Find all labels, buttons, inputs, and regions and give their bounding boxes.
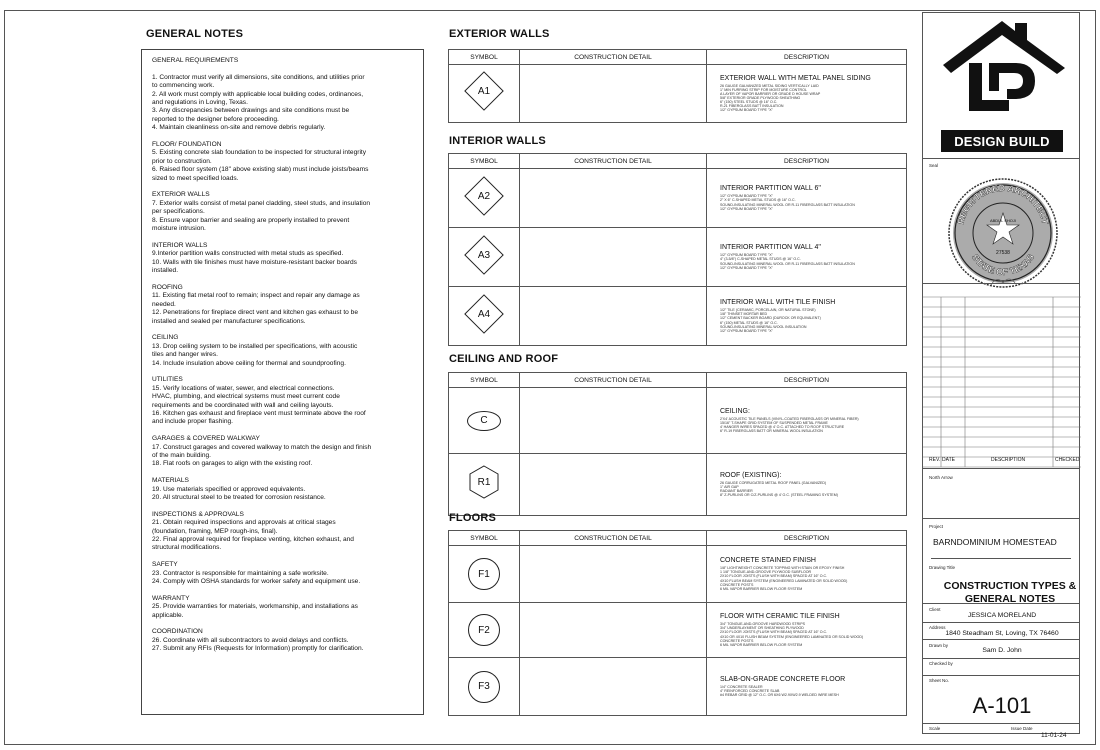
table-row <box>449 603 907 658</box>
note-line: 20. All structural steel to be treated for corrosion resistance. <box>152 493 326 501</box>
note-line: 17. Construct garages and covered walkway to match the design and finish <box>152 443 372 451</box>
construction-detail-cell <box>520 603 707 658</box>
symbol-cell <box>449 388 520 454</box>
description-title: FLOOR WITH CERAMIC TILE FINISH <box>720 613 840 621</box>
note-line: structural modifications. <box>152 544 222 552</box>
spec-line: 2" X 6" C-SHAPED METAL STUDS @ 16" O.C. <box>720 198 796 203</box>
description-cell <box>707 658 907 716</box>
note-line: (foundation, framing, MEP rough-ins, final). <box>152 527 278 535</box>
spec-line: 1/8" LIGHTWEIGHT CONCRETE TOPPING WITH STAIN OR EPOXY FINISH <box>720 566 845 571</box>
symbol-hexagon-icon <box>469 465 499 499</box>
spec-line: 1/2" CEMENT BACKER BOARD (DUROCK OR EQUIVALENT) <box>720 316 821 321</box>
general-notes-section <box>152 334 413 368</box>
spec-line: A LAYER OF VAPOR BARRIER OR GRADE D HOUSE WRAP <box>720 91 821 96</box>
general-notes-section <box>152 595 413 620</box>
spec-line: 1/2" GYPSUM BOARD TYPE "X" <box>720 206 773 211</box>
table-header-row <box>449 373 907 388</box>
construction-detail-header: CONSTRUCTION DETAIL <box>520 373 707 388</box>
construction-detail-cell <box>520 228 707 287</box>
general-notes-section <box>152 628 413 653</box>
note-line: 8. Ensure vapor barrier and sealing are properly installed to prevent <box>152 216 350 224</box>
description-cell <box>707 603 907 658</box>
spec-line: 6" (150) METAL STUDS @ 16" O.C. <box>720 320 778 325</box>
note-line: and regulations in Loving, Texas. <box>152 99 248 107</box>
construction-detail-cell <box>520 658 707 716</box>
description-title: SLAB-ON-GRADE CONCRETE FLOOR <box>720 675 846 683</box>
section-heading: WARRANTY <box>152 594 190 602</box>
spec-line: 2X10 FLOOR JOISTS (FLUSH WITH BEAM) SPACED AT 16" O.C. <box>720 630 828 635</box>
spec-line: 3/4" UNDERLAYMENT OR SHEATHING PLYWOOD <box>720 626 804 631</box>
description-title: INTERIOR PARTITION WALL 4" <box>720 244 821 252</box>
svg-text:REGISTERED ARCHITECT: REGISTERED ARCHITECT <box>955 182 1051 226</box>
symbol-diamond-icon <box>464 235 504 275</box>
section-heading: GARAGES & COVERED WALKWAY <box>152 435 260 443</box>
description-header: DESCRIPTION <box>707 154 907 169</box>
table-header-row <box>449 154 907 169</box>
spec-line: 6 MIL VAPOR BARRIER BELOW FLOOR SYSTEM <box>720 642 803 647</box>
construction-detail-cell <box>520 388 707 454</box>
spec-line: 15/16" T-SHAPE GRID SYSTEM OF SUSPENDED METAL FRAME <box>720 420 828 425</box>
spec-line: 1/2" GYPSUM BOARD TYPE "X" <box>720 253 773 258</box>
symbol-circle-icon <box>468 614 500 646</box>
symbol-header: SYMBOL <box>449 531 520 546</box>
note-line: 23. Contractor is responsible for maintaining a safe worksite. <box>152 569 329 577</box>
table-row <box>449 388 907 454</box>
note-line: 7. Exterior walls consist of metal panel cladding, steel studs, and insulation <box>152 199 371 207</box>
description-cell <box>707 287 907 346</box>
section-heading: ROOFING <box>152 283 183 291</box>
symbol-label: F1 <box>478 568 490 580</box>
divider <box>931 558 1071 559</box>
divider <box>923 658 1079 659</box>
divider <box>923 468 1079 469</box>
client-label: Client <box>929 607 941 612</box>
project-label: Project <box>929 524 944 529</box>
note-line: 19. Use materials specified or approved equivalents. <box>152 485 306 493</box>
revision-grid <box>923 283 1081 473</box>
description-title: INTERIOR PARTITION WALL 6" <box>720 185 821 193</box>
description-title: EXTERIOR WALL WITH METAL PANEL SIDING <box>720 74 871 82</box>
spec-line: SOUND-INSULATING MINERAL WOOL INSULATION <box>720 324 807 329</box>
table-header-row <box>449 531 907 546</box>
general-notes-section <box>152 242 413 276</box>
general-notes-section <box>152 284 413 326</box>
symbol-label: C <box>480 415 488 427</box>
note-line: 5. Existing concrete slab foundation to be inspected for structural integrity <box>152 149 367 157</box>
company-label: DESIGN BUILD <box>941 130 1063 152</box>
note-line: 18. Flat roofs on garages to align with the existing roof. <box>152 460 313 468</box>
symbol-header: SYMBOL <box>449 373 520 388</box>
symbol-header: SYMBOL <box>449 50 520 65</box>
symbol-label: R1 <box>477 476 491 488</box>
description-cell <box>707 65 907 123</box>
table-row <box>449 65 907 123</box>
description-title: CEILING: <box>720 407 750 415</box>
symbol-cell <box>449 65 520 123</box>
drawn-by-value: Sam D. John <box>982 647 1022 654</box>
note-line: and include proper flashing. <box>152 418 234 426</box>
svg-text:27538: 27538 <box>996 250 1010 256</box>
spec-line: 4" (3-5/8") C-SHAPED METAL STUDS @ 16" O.C. <box>720 257 801 262</box>
rev-header: REV. <box>929 457 941 463</box>
note-line: 4. Maintain cleanliness on-site and remove debris regularly. <box>152 124 326 132</box>
divider <box>923 158 1079 159</box>
spec-line: 1/8" THINSET MORTAR BED <box>720 312 768 317</box>
divider <box>923 639 1079 640</box>
symbol-circle-icon <box>468 558 500 590</box>
note-line: 14. Include insulation above ceiling for thermal and soundproofing. <box>152 359 346 367</box>
north-arrow-label: North Arrow <box>929 475 953 480</box>
spec-line: 6 MIL VAPOR BARRIER BELOW FLOOR SYSTEM <box>720 586 803 591</box>
spec-line: 26 GAUGE GALVANIZED METAL SIDING VERTICALLY LAID <box>720 83 819 88</box>
construction-detail-cell <box>520 546 707 603</box>
note-line: 15. Verify locations of water, sewer, and electrical connections. <box>152 384 335 392</box>
checked-by-label: Checked by <box>929 661 953 666</box>
description-title: ROOF (EXISTING): <box>720 471 782 479</box>
note-line: applicable. <box>152 611 184 619</box>
spec-line: 1/4" CONCRETE SEALER <box>720 684 763 689</box>
section-heading: MATERIALS <box>152 477 189 485</box>
note-line: 25. Provide warranties for materials, workmanship, and installations as <box>152 603 358 611</box>
spec-line: SOUND-INSULATING MINERAL WOOL OR R-11 FIBERGLASS BATT INSULATION <box>720 261 855 266</box>
spec-line: CONCRETE POSTS <box>720 582 754 587</box>
general-notes-section <box>152 435 413 469</box>
note-line: 9.Interior partition walls constructed with metal studs as specified. <box>152 250 344 258</box>
symbol-cell <box>449 228 520 287</box>
project-name: BARNDOMINIUM HOMESTEAD <box>933 537 1057 547</box>
symbol-diamond-icon <box>464 176 504 216</box>
symbol-diamond-icon <box>464 294 504 334</box>
interior-walls-table <box>448 153 907 346</box>
general-requirements-heading: GENERAL REQUIREMENTS <box>152 57 239 64</box>
svg-text:ABDUL SHOJI: ABDUL SHOJI <box>989 218 1017 223</box>
construction-detail-header: CONSTRUCTION DETAIL <box>520 531 707 546</box>
spec-line: 3/4" TONGUE-AND-GROOVE HARDWOOD STRIPS <box>720 622 806 627</box>
divider <box>923 518 1079 519</box>
note-line: of the main building. <box>152 451 212 459</box>
spec-line: RADIANT BARRIER <box>720 489 753 493</box>
table-row <box>449 228 907 287</box>
design-build-logo-icon <box>923 13 1081 125</box>
svg-text:STATE OF TEXAS: STATE OF TEXAS <box>969 252 1037 278</box>
note-line: requirements and be coordinated with wall and ceiling layouts. <box>152 401 334 409</box>
exterior-walls-title: EXTERIOR WALLS <box>449 28 550 40</box>
spec-line: 2'X4' ACOUSTIC TILE PANELS (VINYL-COATED FIBERGLASS OR MINERAL FIBER) <box>720 416 859 421</box>
architect-seal-icon <box>923 173 1081 293</box>
address-value: 1840 Steadham St, Loving, TX 76460 <box>945 630 1059 637</box>
symbol-ellipse-icon <box>467 411 501 431</box>
description-header: DESCRIPTION <box>707 373 907 388</box>
description-cell <box>707 454 907 516</box>
note-line: 13. Drop ceiling system to be installed per specifications, with acoustic <box>152 342 358 350</box>
section-heading: SAFETY <box>152 561 178 569</box>
symbol-label: A3 <box>477 249 491 260</box>
section-heading: CEILING <box>152 334 179 342</box>
floors-title: FLOORS <box>449 512 497 524</box>
general-notes-title: GENERAL NOTES <box>146 28 244 40</box>
spec-line: 1/2" GYPSUM BOARD TYPE "X" <box>720 265 773 270</box>
construction-detail-header: CONSTRUCTION DETAIL <box>520 50 707 65</box>
spec-line: 2X10 FLOOR JOISTS (FLUSH WITH BEAM) SPACED AT 16" O.C. <box>720 574 828 579</box>
spec-line: CONCRETE POSTS <box>720 638 754 643</box>
note-line: 6. Raised floor system (18" above existing slab) must include joists/beams <box>152 166 369 174</box>
spec-line: 4" REINFORCED CONCRETE SLAB <box>720 688 780 693</box>
table-row <box>449 658 907 716</box>
exterior-walls-table <box>448 49 907 123</box>
spec-line: 1/2" GYPSUM BOARD TYPE "X" <box>720 194 773 199</box>
section-heading: UTILITIES <box>152 376 183 384</box>
general-notes-section <box>152 376 413 426</box>
general-notes-section <box>152 141 413 183</box>
note-line: moisture intrusion. <box>152 225 206 233</box>
construction-detail-cell <box>520 454 707 516</box>
description-cell <box>707 169 907 228</box>
note-line: 10. Walls with tile finishes must have moisture-resistant backer boards <box>152 258 357 266</box>
address-label: Address <box>929 625 946 630</box>
drawn-by-label: Drawn by <box>929 643 949 648</box>
note-line: reported to the designer before proceeding. <box>152 115 279 123</box>
general-notes-section <box>152 511 413 553</box>
note-line: 21. Obtain required inspections and approvals at critical stages <box>152 519 336 527</box>
table-row <box>449 454 907 516</box>
issue-date-value: 11-01-24 <box>1041 732 1067 739</box>
note-line: sized to meet specified loads. <box>152 174 239 182</box>
note-line: to commencing work. <box>152 82 215 90</box>
table-row <box>449 546 907 603</box>
description-title: INTERIOR WALL WITH TILE FINISH <box>720 299 836 307</box>
note-line: 27. Submit any RFIs (Requests for Information) promptly for clarification. <box>152 645 364 653</box>
symbol-cell <box>449 603 520 658</box>
spec-line: 1/2" GYPSUM BOARD TYPE "X" <box>720 108 773 113</box>
spec-line: SOUND-INSULATING MINERAL WOOL OR R-11 FIBERGLASS BATT INSULATION <box>720 202 855 207</box>
note-line: 3. Any discrepancies between drawings and site conditions must be <box>152 107 350 115</box>
section-heading: FLOOR/ FOUNDATION <box>152 141 222 149</box>
note-line: 22. Final approval required for fireplace venting, kitchen exhaust, and <box>152 536 354 543</box>
checked-header: CHECKED <box>1055 457 1080 463</box>
spec-line: 8" Z-PURLINS OR C/Z-PURLINS @ 4' O.C. (STEEL FRAMING SYSTEM) <box>720 493 838 498</box>
symbol-label: A2 <box>477 190 491 201</box>
general-notes-section <box>152 477 413 502</box>
description-header: DESCRIPTION <box>707 50 907 65</box>
symbol-diamond-icon <box>464 71 504 111</box>
section-heading: EXTERIOR WALLS <box>152 191 210 199</box>
note-line: prior to construction. <box>152 157 212 165</box>
section-heading: COORDINATION <box>152 628 203 636</box>
note-line: 1. Contractor must verify all dimensions, site conditions, and utilities prior <box>152 73 365 81</box>
spec-line: 4' HANGER WIRES SPACED @ 4' O.C. ATTACHED TO ROOF STRUCTURE <box>720 425 845 429</box>
construction-detail-cell <box>520 169 707 228</box>
note-line: 11. Existing flat metal roof to remain; inspect and repair any damage as <box>152 292 360 300</box>
divider <box>923 603 1079 604</box>
symbol-cell <box>449 169 520 228</box>
symbol-label: F3 <box>478 681 490 692</box>
note-line: per specifications. <box>152 208 205 216</box>
seal-label: Seal <box>929 163 939 168</box>
spec-line: 1/2" GYPSUM BOARD TYPE "X" <box>720 328 773 333</box>
divider <box>923 675 1079 676</box>
general-notes-box <box>141 49 424 715</box>
general-notes-section <box>152 57 413 133</box>
note-line: installed. <box>152 267 179 275</box>
symbol-cell <box>449 454 520 516</box>
construction-detail-cell <box>520 287 707 346</box>
scale-label: Scale <box>929 726 941 731</box>
divider <box>923 622 1079 623</box>
symbol-header: SYMBOL <box>449 154 520 169</box>
interior-walls-title: INTERIOR WALLS <box>449 135 546 147</box>
divider <box>923 723 1079 724</box>
note-line: needed. <box>152 300 176 308</box>
general-notes-section <box>152 561 413 586</box>
spec-line: 6" R-19 FIBERGLASS BATT OR MINERAL WOOL INSULATION <box>720 429 823 434</box>
symbol-label: A4 <box>477 308 491 319</box>
note-line: HVAC, plumbing, and electrical systems must meet current code <box>152 393 340 401</box>
note-line: 2. All work must comply with applicable local building codes, ordinances, <box>152 90 364 98</box>
spec-line: #4 REBAR GRID @ 12" O.C. OR 6X6 W2.9XW2.9 WELDED WIRE MESH <box>720 693 839 698</box>
section-heading: INSPECTIONS & APPROVALS <box>152 510 244 518</box>
spec-line: 26 GAUGE CORRUGATED METAL ROOF PANEL (GALVANIZED) <box>720 480 827 485</box>
description-title: CONCRETE STAINED FINISH <box>720 557 816 565</box>
sheet-no-label: Sheet No. <box>929 678 950 683</box>
construction-detail-cell <box>520 65 707 123</box>
spec-line: 1/2" TILE (CERAMIC, PORCELAIN, OR NATURAL STONE) <box>720 308 816 313</box>
spec-line: 6" (150) STEEL STUDS @ 16" O.C. <box>720 100 778 105</box>
ceiling-roof-table <box>448 372 907 516</box>
symbol-cell <box>449 287 520 346</box>
description-cell <box>707 228 907 287</box>
symbol-cell <box>449 658 520 716</box>
spec-line: 1" AIR GAP <box>720 484 739 489</box>
symbol-label: F2 <box>478 624 490 636</box>
description-cell <box>707 546 907 603</box>
section-heading: INTERIOR WALLS <box>152 241 208 249</box>
note-line: 12. Penetrations for fireplace direct vent and kitchen gas exhaust to be <box>152 309 358 317</box>
spec-line: 5/8" EXTERIOR GRADE PLYWOOD SHEATHING <box>720 95 801 100</box>
drawing-title: CONSTRUCTION TYPES & GENERAL NOTES <box>943 580 1077 605</box>
client-name: JESSICA MORELAND <box>967 612 1037 619</box>
issue-date-label: Issue Date <box>1011 726 1033 731</box>
note-line: 26. Coordinate with all subcontractors to avoid delays and conflicts. <box>152 636 349 644</box>
ceiling-roof-title: CEILING AND ROOF <box>449 353 559 365</box>
note-line: 16. Kitchen gas exhaust and fireplace vent must terminate above the roof <box>152 409 366 417</box>
table-row <box>449 169 907 228</box>
spec-line: 4X10 OR 4X10 FLUSH BEAM SYSTEM (ENGINEERED LAMINATED OR SOLID WOOD) <box>720 634 864 639</box>
note-line: 24. Comply with OSHA standards for worker safety and equipment use. <box>152 578 361 586</box>
title-block <box>922 12 1080 739</box>
spec-line: R-21 FIBERGLASS BATT INSULATION <box>720 104 784 109</box>
construction-detail-header: CONSTRUCTION DETAIL <box>520 154 707 169</box>
sheet-number: A-101 <box>972 693 1032 718</box>
symbol-cell <box>449 546 520 603</box>
table-row <box>449 287 907 346</box>
symbol-label: A1 <box>477 85 491 97</box>
spec-line: 1" MIN FURRING STRIP FOR MOISTURE CONTROL <box>720 87 807 92</box>
symbol-circle-icon <box>468 671 500 703</box>
description-header: DESCRIPTION <box>707 531 907 546</box>
date-header: DATE <box>942 457 955 463</box>
general-notes-section <box>152 191 413 233</box>
description-header: DESCRIPTION <box>991 457 1026 463</box>
floors-table <box>448 530 907 716</box>
table-header-row <box>449 50 907 65</box>
note-line: installed and sealed per manufacturer specifications. <box>152 317 306 325</box>
spec-line: 4X10 FLUSH BEAM SYSTEM (ENGINEERED LAMINATED OR SOLID WOOD) <box>720 578 848 583</box>
note-line: tiles and hanger wires. <box>152 351 218 359</box>
spec-line: 1 1/8" TONGUE-AND-GROOVE PLYWOOD SUBFLOOR <box>720 570 812 575</box>
drawing-title-label: Drawing Title <box>929 565 956 570</box>
description-cell <box>707 388 907 454</box>
